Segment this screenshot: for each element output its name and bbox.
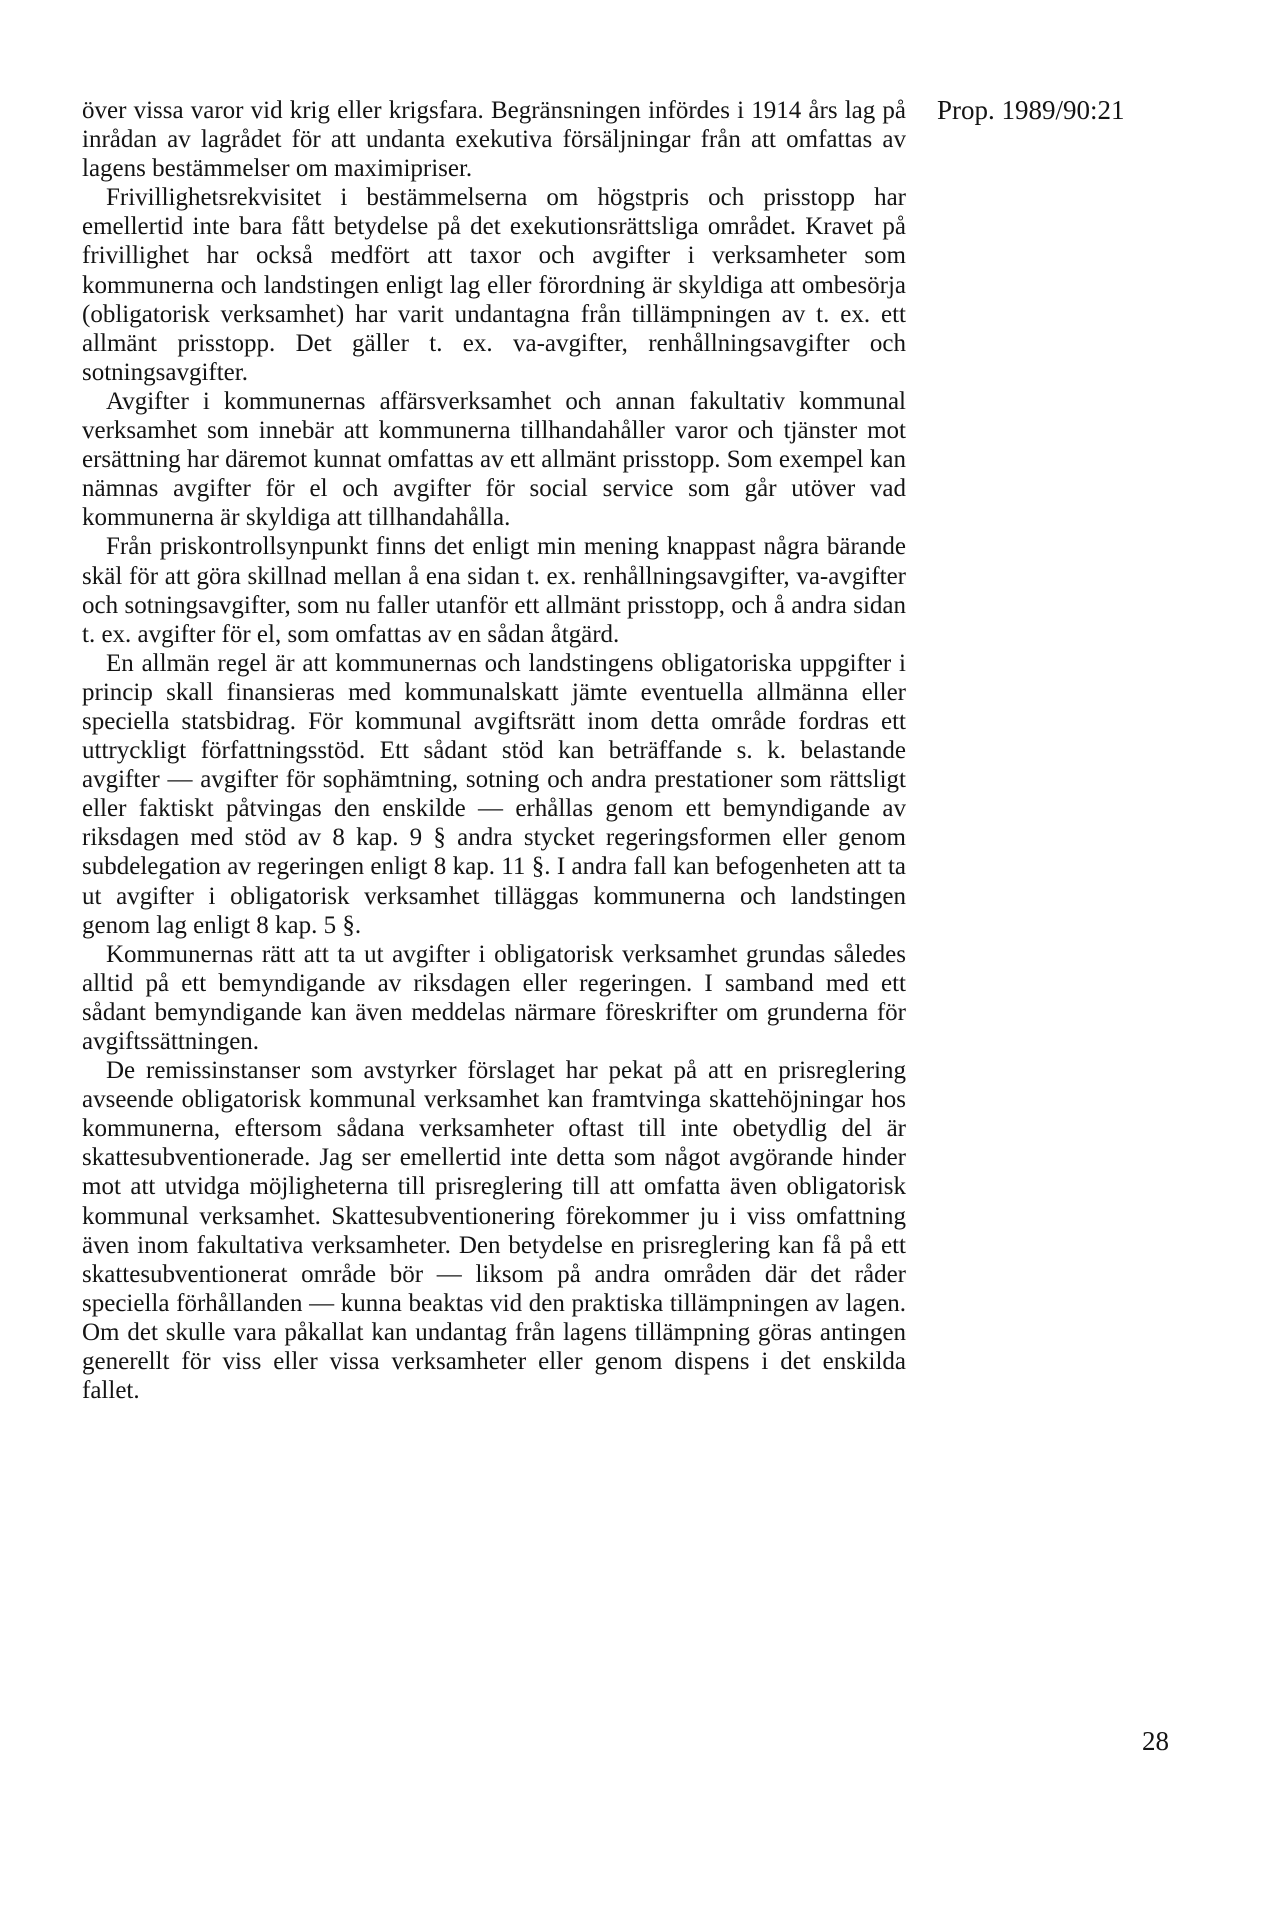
paragraph: Från priskontrollsynpunkt finns det enligt min mening knappast några bärande skäl för att göra skillnad mellan å ena sidan t. ex. renhållningsavgifter, va-avgifter och sotningsavgifter, som nu faller utanför ett allmänt prisstopp, och å andra sidan t. ex. avgifter för el, som omfattas av en sådan åtgärd.	[82, 533, 906, 648]
paragraph: En allmän regel är att kommunernas och landstingens obligatoriska uppgifter i princip skall finansieras med kommunalskatt jämte eventuella allmänna eller speciella statsbidrag. För kommunal avgiftsrätt inom detta område fordras ett uttryckligt författningsstöd. Ett sådant stöd kan beträffande s. k. belastande avgifter — avgifter för sophämtning, sotning och andra prestationer som rättsligt eller faktiskt påtvingas den enskilde — erhållas genom ett bemyndigande av riksdagen med stöd av 8 kap. 9 § andra stycket regeringsformen eller genom subdelegation av regeringen enligt 8 kap. 11 §. I andra fall kan befogenheten att ta ut avgifter i obligatorisk verksamhet tilläggas kommunerna och landstingen genom lag enligt 8 kap. 5 §.	[82, 649, 906, 939]
paragraph: De remissinstanser som avstyrker förslaget har pekat på att en prisreglering avseende obligatorisk kommunal verksamhet kan framtvinga skattehöjningar hos kommunerna, eftersom sådana verksamheter oftast till inte obetydlig del är skattesubventionerade. Jag ser emellertid inte detta som något avgörande hinder mot att utvidga möjligheterna till prisreglering till att omfatta även obligatorisk kommunal verksamhet. Skattesubventionering förekommer ju i viss omfattning även inom fakultativa verksamheter. Den betydelse en prisreglering kan få på ett skattesubventionerat område bör — liksom på andra områden där det råder speciella förhållanden — kunna beaktas vid den praktiska tillämpningen av lagen. Om det skulle vara påkallat kan undantag från lagens tillämpning göras antingen generellt för viss eller vissa verksamheter eller genom dispens i det enskilda fallet.	[82, 1057, 906, 1405]
body-text	[82, 96, 906, 1405]
paragraph: Avgifter i kommunernas affärsverksamhet och annan fakultativ kommunal verksamhet som innebär att kommunerna tillhandahåller varor och tjänster mot ersättning har däremot kunnat omfattas av ett allmänt prisstopp. Som exempel kan nämnas avgifter för el och avgifter för social service som går utöver vad kommunerna är skyldiga att tillhandahålla.	[82, 387, 906, 532]
paragraph: Kommunernas rätt att ta ut avgifter i obligatorisk verksamhet grundas således alltid på ett bemyndigande av riksdagen eller regeringen. I samband med ett sådant bemyndigande kan även meddelas närmare föreskrifter om grunderna för avgiftssättningen.	[82, 940, 906, 1055]
paragraph: Frivillighetsrekvisitet i bestämmelserna om högstpris och prisstopp har emellertid inte bara fått betydelse på det exekutionsrättsliga området. Kravet på frivillighet har också medfört att taxor och avgifter i verksamheter som kommunerna och landstingen enligt lag eller förordning är skyldiga att ombesörja (obligatorisk verksamhet) har varit undantagna från tillämpningen av t. ex. ett allmänt prisstopp. Det gäller t. ex. va-avgifter, renhållningsavgifter och sotningsavgifter.	[82, 184, 906, 386]
paragraph: över vissa varor vid krig eller krigsfara. Begränsningen infördes i 1914 års lag på inrådan av lagrådet för att undanta exekutiva försäljningar från att omfattas av lagens bestämmelser om maximipriser.	[82, 97, 906, 183]
proposition-reference: Prop. 1989/90:21	[937, 95, 1125, 125]
page-number: 28	[1142, 1726, 1169, 1756]
